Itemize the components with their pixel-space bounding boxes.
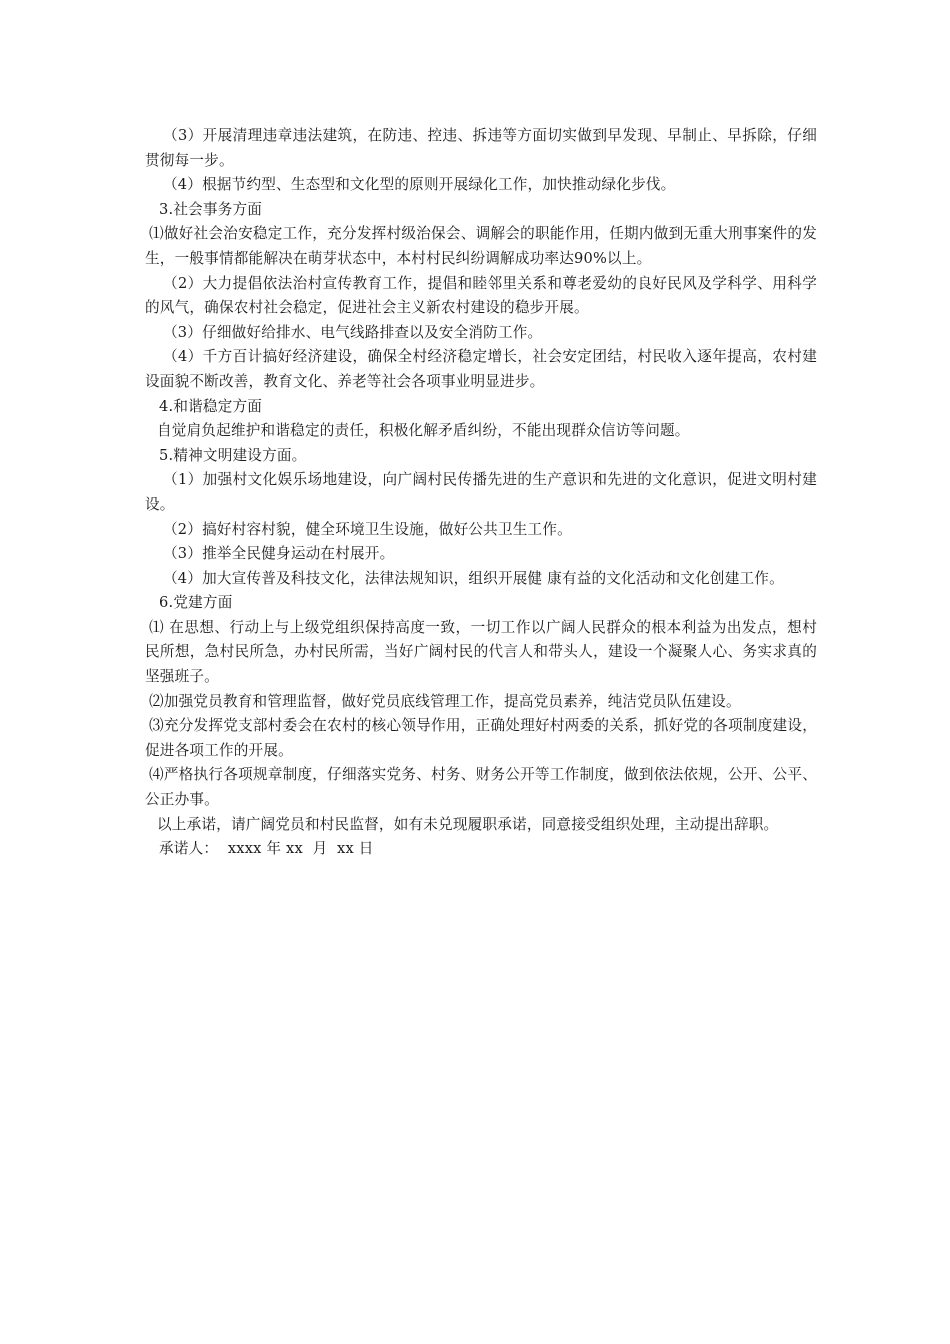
section-heading-harmony: 4.和谐稳定方面 bbox=[159, 397, 263, 415]
paragraph-culture-venue: （1）加强村文化娱乐场地建设，向广阔村民传播先进的生产意识和先进的文化意识，促进文明村建设。 bbox=[145, 471, 817, 513]
paragraph-harmony-duty: 自觉肩负起维护和谐稳定的责任，积极化解矛盾纠纷，不能出现群众信访等问题。 bbox=[157, 422, 690, 440]
paragraph-party-alignment: ⑴ 在思想、行动上与上级党组织保持高度一致，一切工作以广阔人民群众的根本利益为出发点，想村民所想，急村民所急，办村民所需，当好广阔村民的代言人和带头人，建设一个凝聚人心、务实求真的坚强班子。 bbox=[145, 618, 817, 686]
paragraph-commitment-closing: 以上承诺，请广阔党员和村民监督，如有未兑现履职承诺，同意接受组织处理，主动提出辞职。 bbox=[157, 815, 779, 833]
paragraph-fitness: （3）推举全民健身运动在村展开。 bbox=[163, 545, 395, 563]
paragraph-member-education: ⑵加强党员教育和管理监督，做好党员底线管理工作，提高党员素养，纯洁党员队伍建设。 bbox=[149, 692, 741, 710]
signature-line: 承诺人： xxxx 年 xx 月 xx 日 bbox=[159, 840, 374, 858]
paragraph-safety-check: （3）仔细做好给排水、电气线路排查以及安全消防工作。 bbox=[163, 323, 543, 341]
paragraph-item-3-demolition: （3）开展清理违章违法建筑，在防违、控违、拆违等方面切实做到早发现、早制止、早拆除，仔细贯彻每一步。 bbox=[145, 127, 817, 169]
paragraph-economic-building: （4）千方百计搞好经济建设，确保全村经济稳定增长，社会安定团结，村民收入逐年提高，农村建设面貌不断改善，教育文化、养老等社会各项事业明显进步。 bbox=[145, 348, 817, 390]
document-body bbox=[145, 124, 817, 862]
paragraph-regulations: ⑷严格执行各项规章制度，仔细落实党务、村务、财务公开等工作制度，做到依法依规，公开、公平、公正办事。 bbox=[145, 766, 817, 809]
paragraph-core-leadership: ⑶充分发挥党支部村委会在农村的核心领导作用，正确处理好村两委的关系，抓好党的各项制度建设，促进各项工作的开展。 bbox=[145, 717, 817, 759]
paragraph-village-appearance: （2）搞好村容村貌，健全环境卫生设施，做好公共卫生工作。 bbox=[163, 520, 572, 538]
paragraph-publicity: （4）加大宣传普及科技文化，法律法规知识，组织开展健 康有益的文化活动和文化创建工作。 bbox=[163, 569, 784, 587]
paragraph-social-security: ⑴做好社会治安稳定工作，充分发挥村级治保会、调解会的职能作用，任期内做到无重大刑事案件的发生，一般事情都能解决在萌芽状态中，本村村民纠纷调解成功率达90%以上。 bbox=[145, 225, 817, 267]
paragraph-rule-of-law: （2）大力提倡依法治村宣传教育工作，提倡和睦邻里关系和尊老爱幼的良好民风及学科学、用科学的风气，确保农村社会稳定，促进社会主义新农村建设的稳步开展。 bbox=[145, 274, 817, 317]
section-heading-party-building: 6.党建方面 bbox=[159, 594, 233, 612]
section-heading-social-affairs: 3.社会事务方面 bbox=[159, 200, 263, 218]
paragraph-item-4-greening: （4）根据节约型、生态型和文化型的原则开展绿化工作，加快推动绿化步伐。 bbox=[163, 176, 676, 194]
section-heading-civilization: 5.精神文明建设方面。 bbox=[159, 446, 307, 464]
